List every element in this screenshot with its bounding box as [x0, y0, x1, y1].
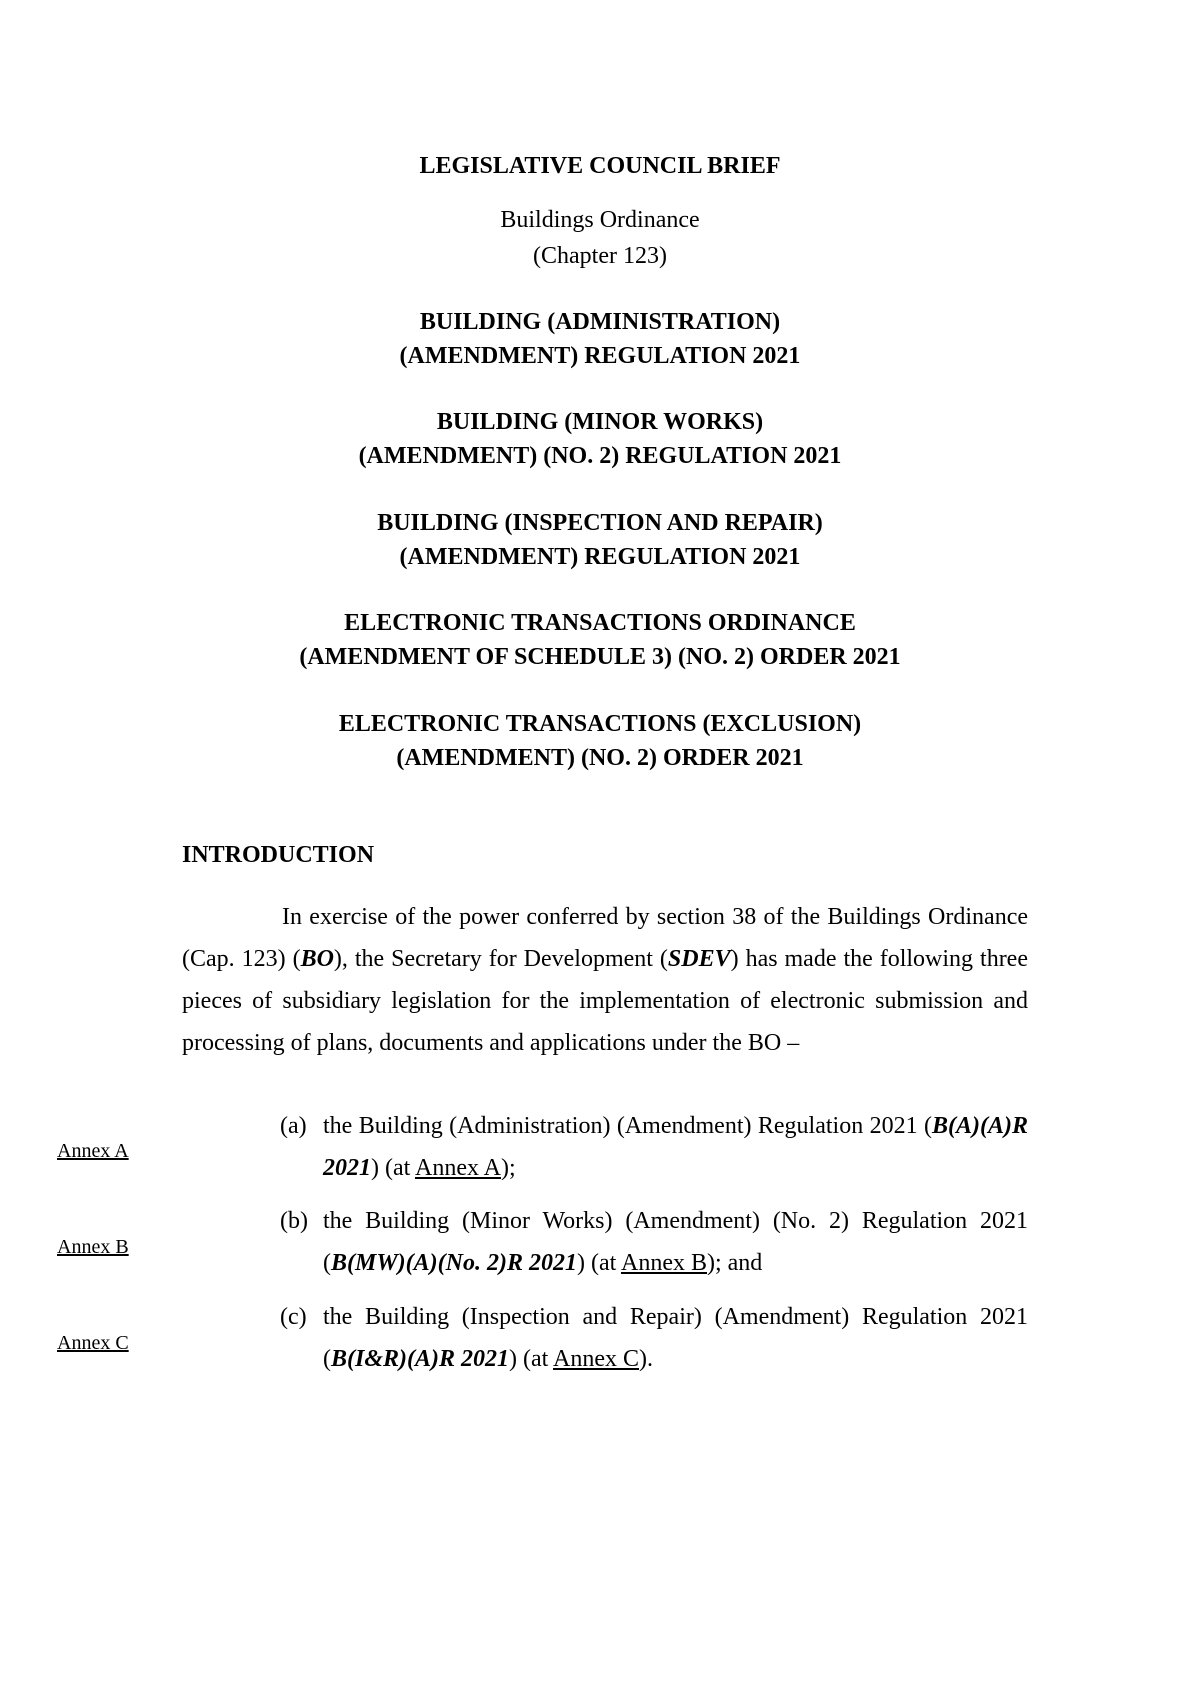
introduction-paragraph — [182, 896, 1028, 1064]
annex-b-link[interactable]: Annex B — [620, 1250, 707, 1276]
item-label: (c) — [280, 1304, 307, 1330]
item-text: the Building (Minor Works) (Amendment) (No. 2) Regulation 2021 ( — [323, 1208, 1028, 1276]
annex-c-link[interactable]: Annex C — [553, 1346, 639, 1372]
item-abbr: B(I&R)(A)R 2021 — [331, 1346, 510, 1372]
ordinance-chapter: (Chapter 123) — [533, 243, 667, 269]
legislation-1-line1: BUILDING (ADMINISTRATION) — [419, 309, 781, 335]
item-text: the Building (Inspection and Repair) (Amendment) Regulation 2021 ( — [323, 1304, 1028, 1372]
item-end: ); — [500, 1155, 516, 1181]
legislation-2-line1: BUILDING (MINOR WORKS) — [436, 409, 764, 435]
intro-text-2: ), the Secretary for Development ( — [333, 946, 668, 972]
document-title: LEGISLATIVE COUNCIL BRIEF — [419, 153, 781, 179]
list-item — [280, 1105, 1028, 1189]
item-text: the Building (Administration) (Amendment) Regulation 2021 ( — [323, 1113, 932, 1139]
list-item — [280, 1200, 1028, 1284]
legislation-3-line1: BUILDING (INSPECTION AND REPAIR) — [377, 510, 823, 536]
ordinance-name: Buildings Ordinance — [500, 207, 700, 233]
legislation-5-line2: (AMENDMENT) (NO. 2) ORDER 2021 — [396, 745, 804, 771]
margin-note-annex-a: Annex A — [57, 1140, 129, 1162]
item-end: ). — [639, 1346, 653, 1372]
legislation-4-line2: (AMENDMENT OF SCHEDULE 3) (NO. 2) ORDER 2021 — [299, 644, 901, 670]
item-abbr: B(MW)(A)(No. 2)R 2021 — [331, 1250, 577, 1276]
item-abbr: B(A)(A)R 2021 — [323, 1113, 1028, 1181]
list-item — [280, 1296, 1028, 1380]
legislation-3-line2: (AMENDMENT) REGULATION 2021 — [399, 544, 801, 570]
item-mid: ) (at — [509, 1346, 553, 1372]
legislation-5-line1: ELECTRONIC TRANSACTIONS (EXCLUSION) — [338, 711, 862, 737]
intro-abbr-sdev: SDEV — [667, 946, 731, 972]
introduction-heading: INTRODUCTION — [182, 842, 375, 868]
margin-note-annex-c: Annex C — [57, 1332, 129, 1354]
intro-abbr-bo: BO — [300, 946, 334, 972]
legislation-4-line1: ELECTRONIC TRANSACTIONS ORDINANCE — [344, 610, 856, 636]
annex-a-link[interactable]: Annex A — [414, 1155, 501, 1181]
legislation-1-line2: (AMENDMENT) REGULATION 2021 — [399, 343, 801, 369]
item-end: ); and — [706, 1250, 763, 1276]
item-mid: ) (at — [371, 1155, 415, 1181]
margin-note-annex-b: Annex B — [57, 1236, 129, 1258]
item-label: (b) — [280, 1208, 308, 1234]
item-mid: ) (at — [577, 1250, 621, 1276]
intro-text-1: In exercise of the power conferred by section 38 of the Buildings Ordinance (Cap. 123) ( — [182, 904, 1028, 972]
intro-text-3: ) has made the following three pieces of subsidiary legislation for the implementation of electronic submission and processing of plans, documents and applications under the BO – — [182, 946, 1028, 1056]
legislation-2-line2: (AMENDMENT) (NO. 2) REGULATION 2021 — [358, 443, 842, 469]
item-label: (a) — [280, 1113, 307, 1139]
